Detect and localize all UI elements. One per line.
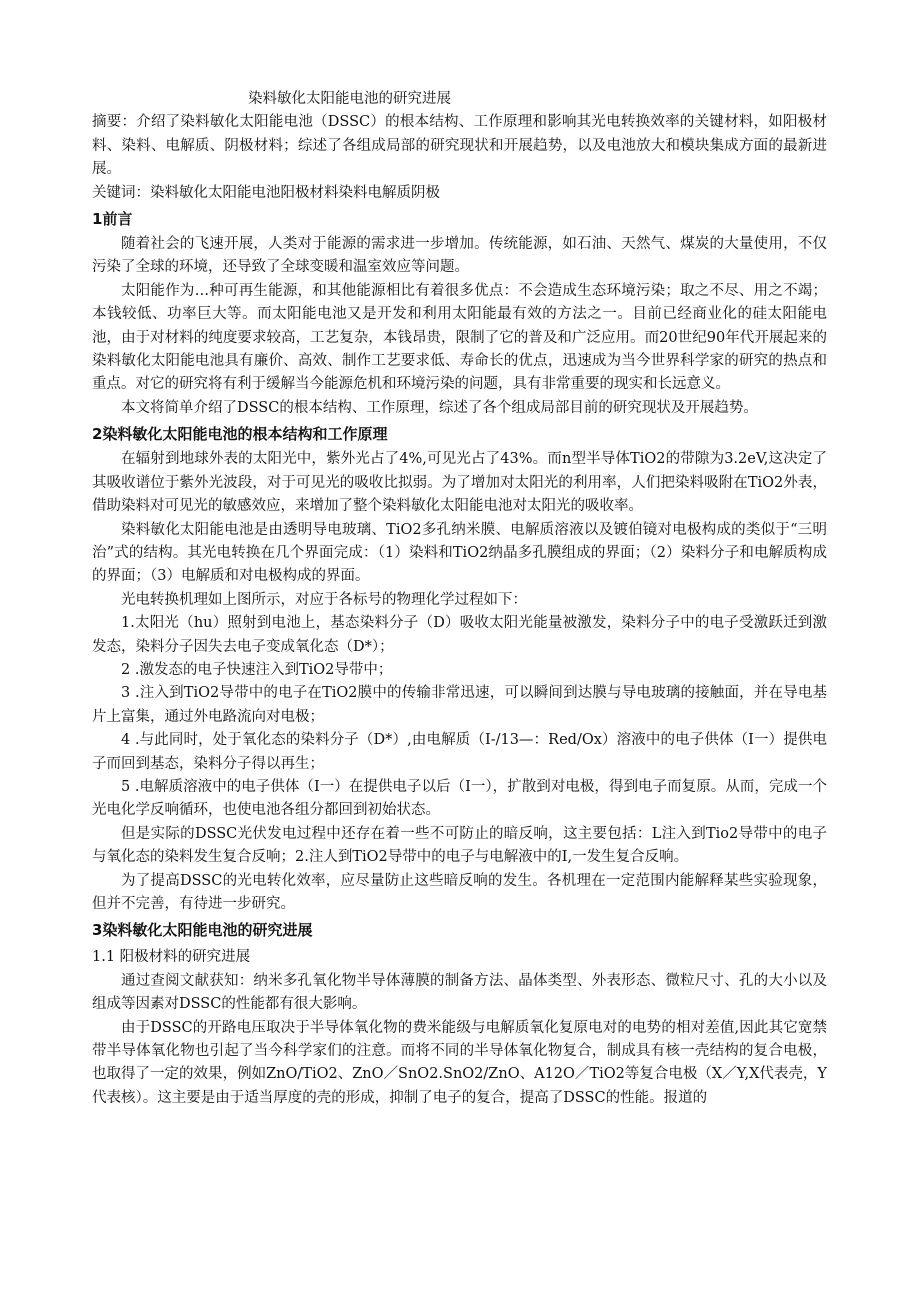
section-2-paragraph-4: 但是实际的DSSC光伏发电过程中还存在着一些不可防止的暗反响，这主要包括：L注入到Tio2导带中的电子与氧化态的染料发生复合反响；2.注人到TiO2导带中的电子与电解液中的I,一发生复合反响。 <box>92 825 827 866</box>
abstract: 摘要：介绍了染料敏化太阳能电池（DSSC）的根本结构、工作原理和影响其光电转换效率的关键材料，如阳极材料、染料、电解质、阴极材料；综述了各组成局部的研究现状和开展趋势，以及电池放大和模块集成方面的最新进展。 <box>92 114 827 178</box>
section-2-heading: 2染料敏化太阳能电池的根本结构和工作原理 <box>92 425 388 444</box>
section-3-paragraph-2: 由于DSSC的开路电压取决于半导体氧化物的费米能级与电解质氧化复原电对的电势的相对差值,因此其它宽禁带半导体氧化物也引起了当今科学家们的注意。而将不同的半导体氧化物复合，制成具有核一壳结构的复合电极，也取得了一定的效果，例如ZnO/TiO2、ZnO／SnO2.SnO2/ZnO、A12O／TiO2等复合电极（X／Y,X代表壳，Y代表核）。这主要是由于适当厚度的壳的形成，抑制了电子的复合，提高了DSSC的性能。报道的 <box>92 1019 827 1106</box>
section-2-step-2: 2 .激发态的电子快速注入到TiO2导带中； <box>121 661 393 678</box>
subsection-heading: 1.1 阳极材料的研究进展 <box>92 949 251 966</box>
section-3-paragraph-1: 通过查阅文献获知：纳米多孔氧化物半导体薄膜的制备方法、晶体类型、外表形态、微粒尺寸、孔的大小以及组成等因素对DSSC的性能都有很大影响。 <box>92 972 827 1013</box>
section-1-paragraph-2: 太阳能作为…种可再生能源，和其他能源相比有着很多优点：不会造成生态环境污染；取之不尽、用之不竭；本钱较低、功率巨大等。而太阳能电池又是开发和利用太阳能最有效的方法之一。目前已经商业化的硅太阳能电池，由于对材料的纯度要求较高，工艺复杂，本钱昂贵，限制了它的普及和广泛应用。而20世纪90年代开展起来的染料敏化太阳能电池具有廉价、高效、制作工艺要求低、寿命长的优点，迅速成为当今世界科学家的研究的热点和重点。对它的研究将有利于缓解当今能源危机和环境污染的问题，具有非常重要的现实和长远意义。 <box>92 282 827 393</box>
section-2-step-4: 4 .与此同时，处于氧化态的染料分子（D*）,由电解质（I-/13—：Red/Ox）溶液中的电子供体（I一）提供电子而回到基态，染料分子得以再生； <box>92 732 827 772</box>
document-title: 染料敏化太阳能电池的研究进展 <box>248 91 451 107</box>
section-2-paragraph-2: 染料敏化太阳能电池是由透明导电玻璃、TiO2多孔纳米膜、电解质溶液以及镀伯镜对电极构成的类似于“三明治”式的结构。其光电转换在几个界面完成：（1）染料和TiO2纳晶多孔膜组成的界面；（2）染料分子和电解质构成的界面；（3）电解质和对电极构成的界面。 <box>92 521 827 585</box>
section-2-paragraph-5: 为了提高DSSC的光电转化效率，应尽量防止这些暗反响的发生。各机理在一定范围内能解释某些实验现象，但并不完善，有待进一步研究。 <box>92 872 827 912</box>
section-2-step-1: 1.太阳光（hu）照射到电池上，基态染料分子（D）吸收太阳光能量被激发，染料分子中的电子受激跃迁到激发态，染料分子因失去电子变成氧化态（D*）； <box>92 615 827 655</box>
section-2-step-5: 5 .电解质溶液中的电子供体（I一）在提供电子以后（I一），扩散到对电极，得到电子而复原。从而，完成一个光电化学反响循环，也使电池各组分都回到初始状态。 <box>92 778 827 819</box>
section-3-heading: 3染料敏化太阳能电池的研究进展 <box>92 921 313 940</box>
keywords-label: 关键词： <box>92 184 150 201</box>
section-1-heading: 1前言 <box>92 210 133 229</box>
section-1-paragraph-3: 本文将简单介绍了DSSC的根本结构、工作原理，综述了各个组成局部目前的研究现状及开展趋势。 <box>121 399 758 416</box>
keywords-text: 染料敏化太阳能电池阳极材料染料电解质阴极 <box>150 184 440 201</box>
section-2-paragraph-3: 光电转换机理如上图所示，对应于各标号的物理化学过程如下： <box>121 591 527 608</box>
document-page <box>92 88 827 1110</box>
keywords <box>92 182 827 205</box>
section-2-step-3: 3 .注入到TiO2导带中的电子在TiO2膜中的传输非常迅速，可以瞬间到达膜与导电玻璃的接触面，并在导电基片上富集，通过外电路流向对电极； <box>92 685 827 725</box>
section-2-paragraph-1: 在辐射到地球外表的太阳光中，紫外光占了4%,可见光占了43%。而n型半导体TiO2的带隙为3.2eV,这决定了其吸收谱位于紫外光波段，对于可见光的吸收比拟弱。为了增加对太阳光的利用率，人们把染料吸附在TiO2外表，借助染料对可见光的敏感效应，来增加了整个染料敏化太阳能电池对太阳光的吸收率。 <box>92 451 827 515</box>
section-1-paragraph-1: 随着社会的飞速开展，人类对于能源的需求进一步增加。传统能源，如石油、天然气、煤炭的大量使用，不仅污染了全球的环境，还导致了全球变暖和温室效应等问题。 <box>92 236 827 276</box>
